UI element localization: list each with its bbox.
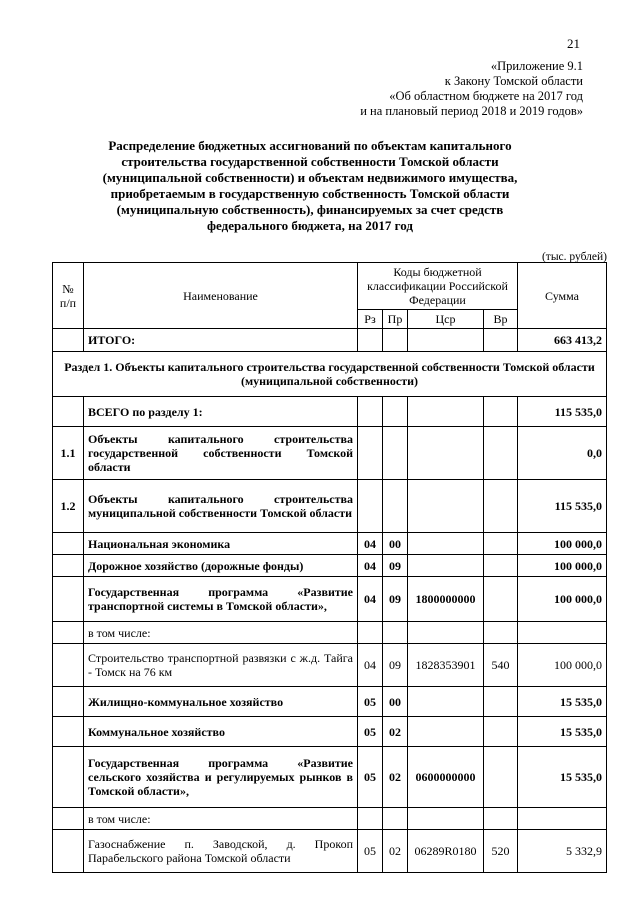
table-row	[53, 555, 607, 577]
appendix-line: и на плановый период 2018 и 2019 годов»	[360, 104, 583, 118]
header-num: № п/п	[53, 263, 84, 329]
row-name: Дорожное хозяйство (дорожные фонды)	[84, 555, 358, 577]
row-name: Государственная программа «Развитие транспортной системы в Томской области»,	[84, 577, 358, 622]
row-vr	[484, 622, 518, 644]
row-vr: 520	[484, 830, 518, 873]
units-note: (тыс. рублей)	[541, 251, 607, 263]
row-pr	[383, 480, 408, 533]
row-name: Объекты капитального строительства муниципальной собственности Томской области	[84, 480, 358, 533]
row-sum: 5 332,9	[518, 830, 607, 873]
row-name: Жилищно-коммунальное хозяйство	[84, 687, 358, 717]
row-csr: 1828353901	[408, 644, 484, 687]
header-rz: Рз	[358, 310, 383, 329]
table-row	[53, 747, 607, 808]
row-num	[53, 747, 84, 808]
row-pr: 09	[383, 555, 408, 577]
document-title: Распределение бюджетных ассигнований по объектам капитального строительства государственной собственности Томской области (муниципальной собственности) и объектам недвижимого имущества, приобретаемым в государственную собственность Томской области (муниципальную собственность), финансируемых за счет средств федерального бюджета, на 2017 год	[102, 138, 518, 233]
row-csr	[408, 808, 484, 830]
total-name: ИТОГО:	[84, 329, 358, 352]
row-sum: 115 535,0	[518, 397, 607, 427]
row-pr: 00	[383, 687, 408, 717]
row-num	[53, 577, 84, 622]
table-row	[53, 687, 607, 717]
table-row	[53, 577, 607, 622]
row-csr	[408, 397, 484, 427]
row-csr	[408, 687, 484, 717]
row-pr: 02	[383, 747, 408, 808]
row-vr	[484, 397, 518, 427]
header-sum: Сумма	[518, 263, 607, 329]
row-rz	[358, 397, 383, 427]
page-number: 21	[567, 36, 580, 51]
row-vr	[484, 427, 518, 480]
row-csr	[408, 622, 484, 644]
total-vr-cell	[484, 329, 518, 352]
row-sum	[518, 622, 607, 644]
row-sum: 100 000,0	[518, 533, 607, 555]
row-csr: 0600000000	[408, 747, 484, 808]
table-row	[53, 830, 607, 873]
section-row	[53, 352, 607, 397]
row-num	[53, 533, 84, 555]
appendix-line: к Закону Томской области	[444, 74, 583, 88]
table-row	[53, 717, 607, 747]
row-pr: 02	[383, 717, 408, 747]
row-name: в том числе:	[84, 622, 358, 644]
table-row	[53, 622, 607, 644]
row-rz: 04	[358, 555, 383, 577]
row-sum: 15 535,0	[518, 687, 607, 717]
row-vr	[484, 717, 518, 747]
row-name: Строительство транспортной развязки с ж.д. Тайга - Томск на 76 км	[84, 644, 358, 687]
row-csr	[408, 480, 484, 533]
total-sum: 663 413,2	[518, 329, 607, 352]
header-codes: Коды бюджетной классификации Российской Федерации	[358, 263, 518, 310]
row-sum: 100 000,0	[518, 644, 607, 687]
row-pr: 09	[383, 577, 408, 622]
table-row	[53, 480, 607, 533]
row-pr: 00	[383, 533, 408, 555]
row-pr	[383, 397, 408, 427]
row-rz: 04	[358, 533, 383, 555]
table-row	[53, 397, 607, 427]
row-vr: 540	[484, 644, 518, 687]
row-num	[53, 555, 84, 577]
budget-table	[52, 262, 607, 873]
row-rz: 05	[358, 717, 383, 747]
row-vr	[484, 480, 518, 533]
row-rz	[358, 480, 383, 533]
appendix-reference	[360, 59, 583, 119]
row-sum: 15 535,0	[518, 747, 607, 808]
appendix-line: «Приложение 9.1	[490, 59, 583, 73]
row-rz: 05	[358, 830, 383, 873]
row-num	[53, 808, 84, 830]
row-csr: 06289R0180	[408, 830, 484, 873]
row-num	[53, 830, 84, 873]
table-row	[53, 808, 607, 830]
row-rz: 04	[358, 644, 383, 687]
row-name: Объекты капитального строительства государственной собственности Томской области	[84, 427, 358, 480]
row-name: Государственная программа «Развитие сельского хозяйства и регулируемых рынков в Томской области»,	[84, 747, 358, 808]
row-rz: 04	[358, 577, 383, 622]
section-title: Раздел 1. Объекты капитального строительства государственной собственности Томской области (муниципальной собственности)	[53, 352, 607, 397]
row-rz	[358, 622, 383, 644]
total-csr-cell	[408, 329, 484, 352]
row-name: Коммунальное хозяйство	[84, 717, 358, 747]
row-pr	[383, 622, 408, 644]
row-name: в том числе:	[84, 808, 358, 830]
row-vr	[484, 577, 518, 622]
row-sum: 15 535,0	[518, 717, 607, 747]
row-name: Национальная экономика	[84, 533, 358, 555]
row-name: Газоснабжение п. Заводской, д. Прокоп Парабельского района Томской области	[84, 830, 358, 873]
row-num	[53, 687, 84, 717]
row-vr	[484, 687, 518, 717]
row-csr	[408, 427, 484, 480]
row-sum: 100 000,0	[518, 555, 607, 577]
row-rz	[358, 427, 383, 480]
row-name: ВСЕГО по разделу 1:	[84, 397, 358, 427]
header-row	[53, 263, 607, 310]
row-sum	[518, 808, 607, 830]
row-rz: 05	[358, 687, 383, 717]
row-sum: 100 000,0	[518, 577, 607, 622]
row-rz: 05	[358, 747, 383, 808]
row-csr	[408, 533, 484, 555]
header-name: Наименование	[84, 263, 358, 329]
row-pr	[383, 808, 408, 830]
table-row	[53, 427, 607, 480]
table-row	[53, 644, 607, 687]
row-num	[53, 397, 84, 427]
row-sum: 0,0	[518, 427, 607, 480]
total-rz-cell	[358, 329, 383, 352]
table-body	[53, 397, 607, 873]
row-rz	[358, 808, 383, 830]
row-num	[53, 717, 84, 747]
header-vr: Вр	[484, 310, 518, 329]
row-csr	[408, 717, 484, 747]
row-num: 1.1	[53, 427, 84, 480]
row-vr	[484, 808, 518, 830]
row-pr	[383, 427, 408, 480]
total-row	[53, 329, 607, 352]
row-pr: 09	[383, 644, 408, 687]
row-vr	[484, 747, 518, 808]
row-vr	[484, 533, 518, 555]
appendix-line: «Об областном бюджете на 2017 год	[389, 89, 583, 103]
total-pr-cell	[383, 329, 408, 352]
header-csr: Цср	[408, 310, 484, 329]
row-sum: 115 535,0	[518, 480, 607, 533]
header-pr: Пр	[383, 310, 408, 329]
row-num: 1.2	[53, 480, 84, 533]
row-csr: 1800000000	[408, 577, 484, 622]
row-num	[53, 644, 84, 687]
total-num-cell	[53, 329, 84, 352]
row-pr: 02	[383, 830, 408, 873]
row-num	[53, 622, 84, 644]
row-csr	[408, 555, 484, 577]
table-row	[53, 533, 607, 555]
row-vr	[484, 555, 518, 577]
